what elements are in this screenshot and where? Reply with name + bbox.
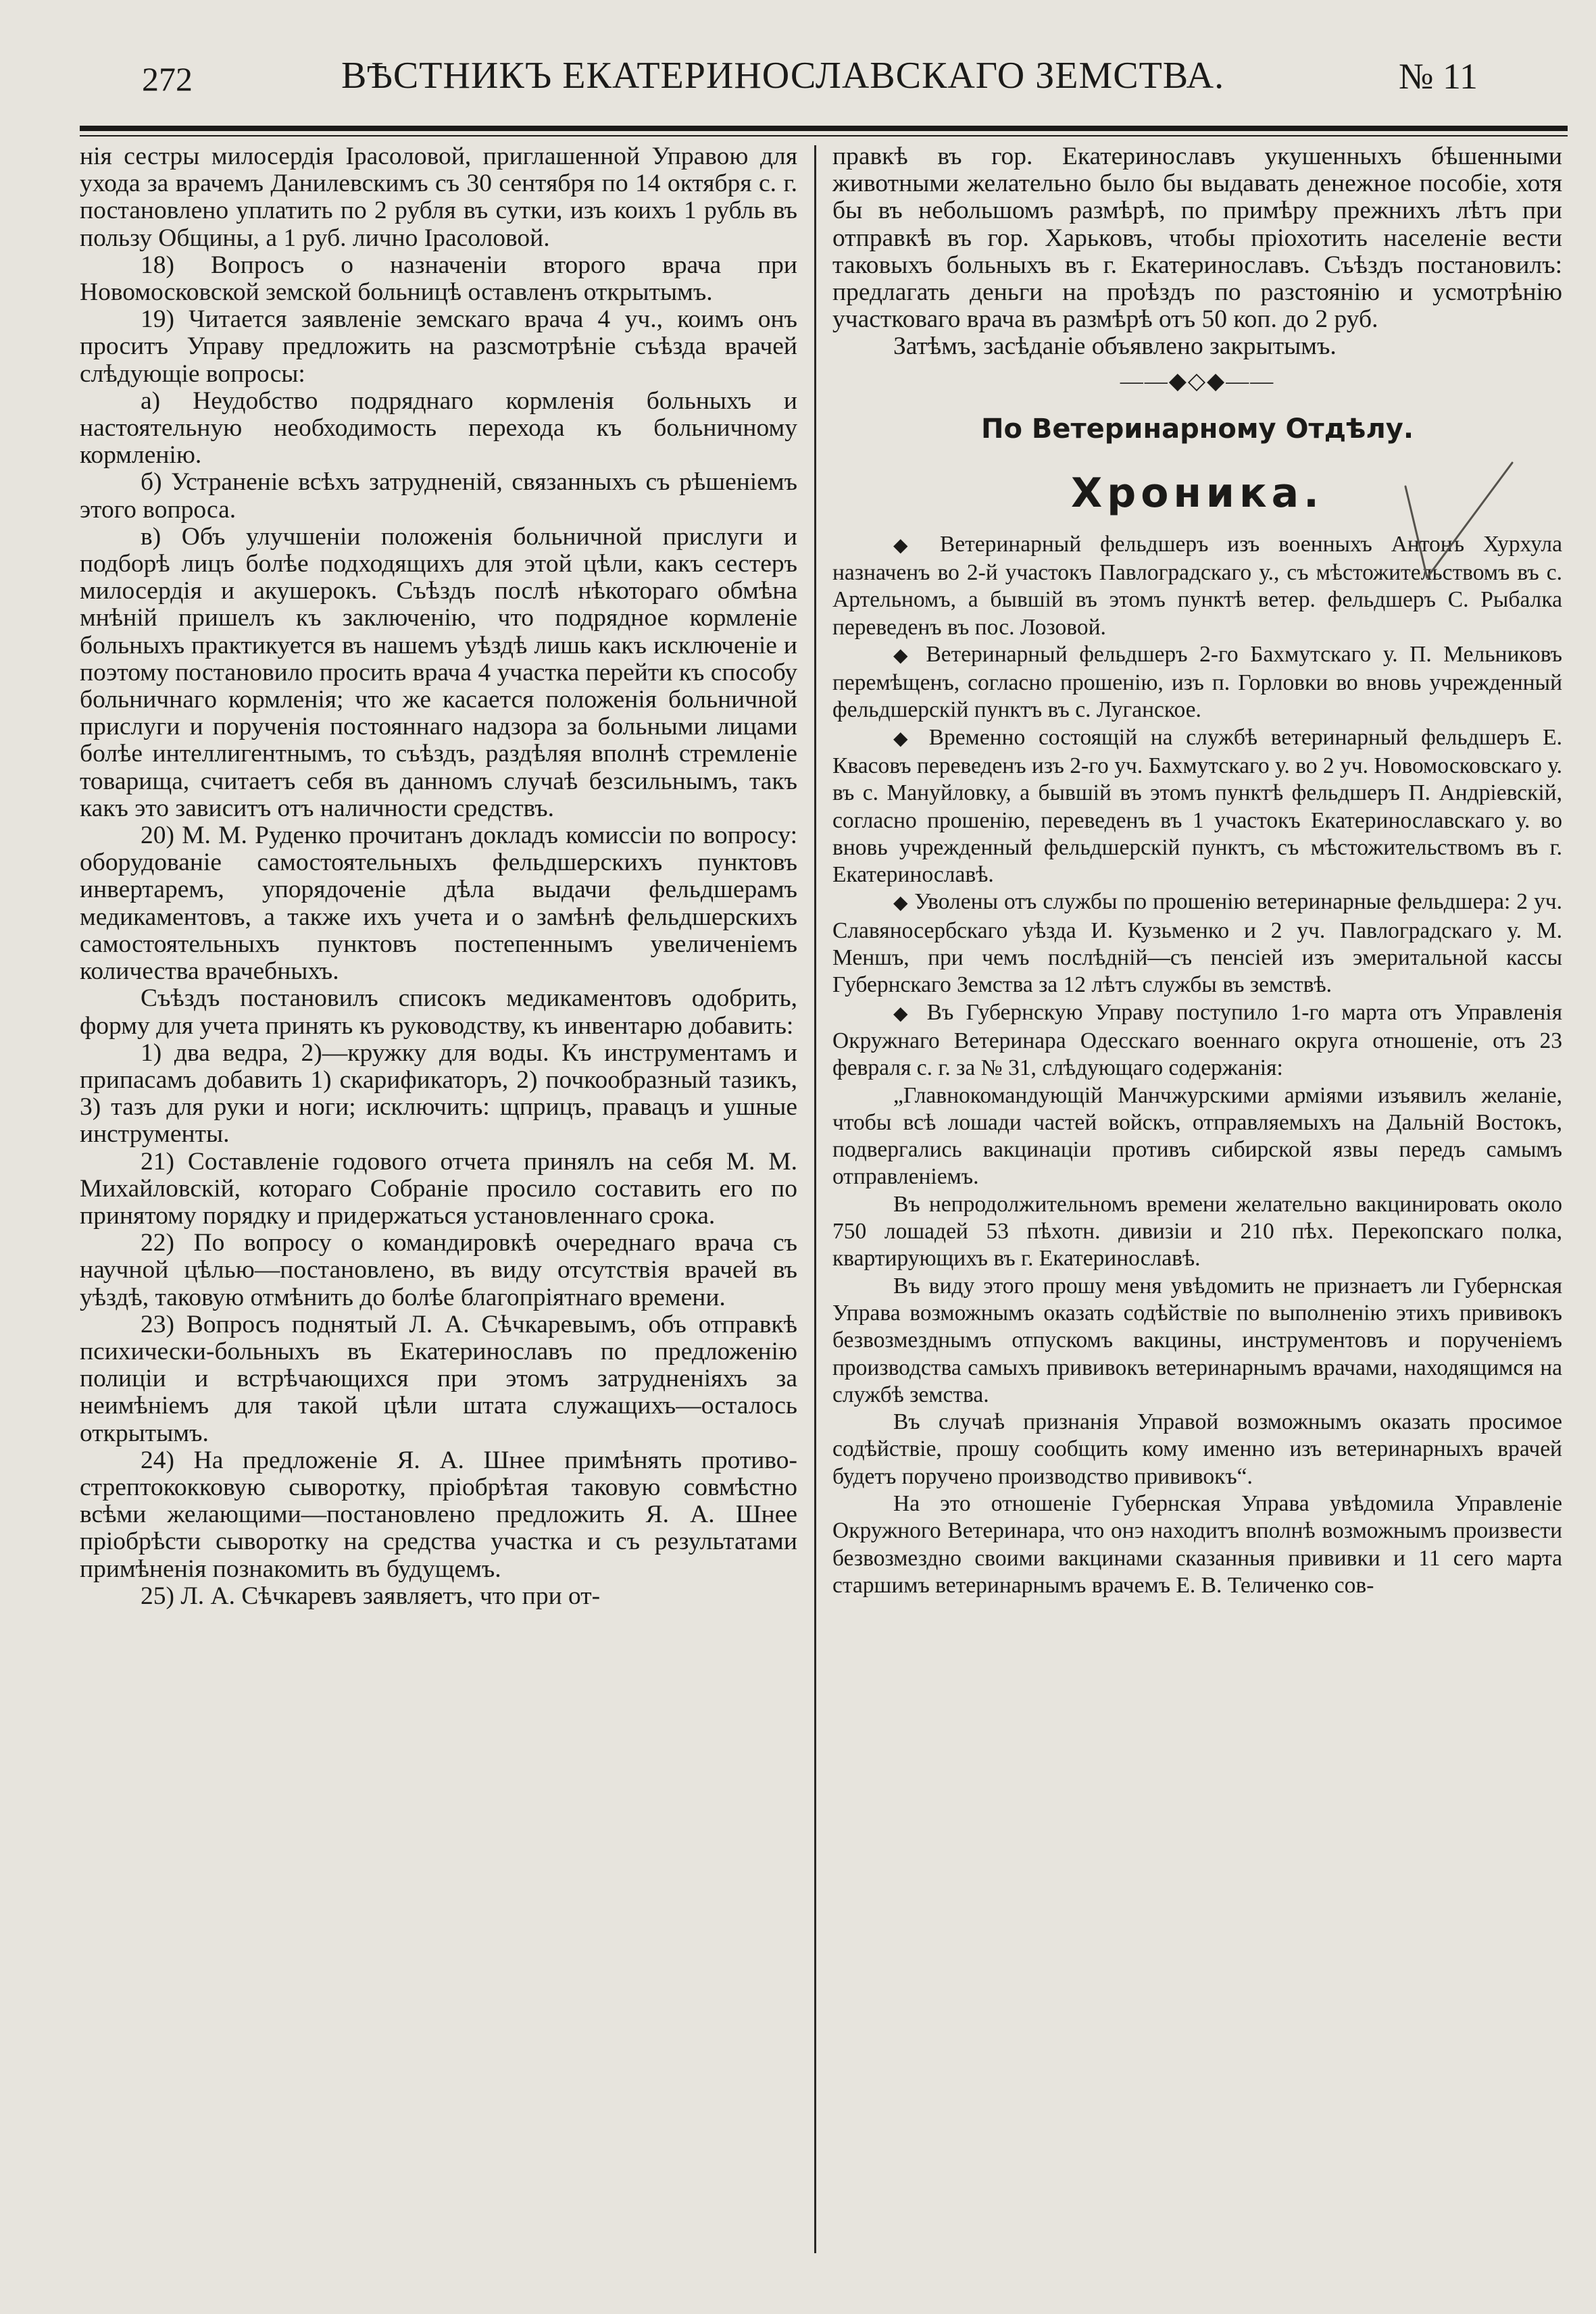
- paragraph-item-20-list: 1) два ведра, 2)—кружку для воды. Къ инструментамъ и припасамъ добавить 1) скарификаторъ, 2) почкообразный тазикъ, 3) тазъ для руки и ноги; исключить: щприцъ, правацъ и ушные инструменты.: [80, 1038, 797, 1149]
- quoted-letter: Въ непродолжительномъ времени желательно вакцинировать около 750 лошадей 53 пѣхотн. дивизіи и 210 пѣх. Перекопскаго полка, квартирующихъ въ г. Екатеринославѣ.: [832, 1191, 1562, 1272]
- paragraph-item-24: 24) На предложеніе Я. А. Шнее примѣнять противо-стрептококковую сыворотку, пріобрѣтая таковую совмѣстно всѣми желающими—постановлено предложить Я. А. Шнее пріобрѣсти сыворотку на средства участка и съ результатами примѣненія познакомить въ будущемъ.: [80, 1446, 797, 1583]
- meeting-closed: Затѣмъ, засѣданіе объявлено закрытымъ.: [893, 332, 1337, 361]
- board-reply: На это отношеніе Губернская Управа увѣдомила Управленіе Окружного Ветеринара, что онэ находитъ вполнѣ возможнымъ произвести безвозмездно своими вакцинами сказанныя прививки и 11 сего марта старшимъ ветеринарнымъ врачемъ Е. В. Теличенко сов-: [832, 1491, 1562, 1598]
- paragraph-item-19b: б) Устраненіе всѣхъ затрудненій, связанныхъ съ рѣшеніемъ этого вопроса.: [80, 468, 797, 524]
- column-divider: [814, 145, 816, 2253]
- diamond-bullet-icon: ◆: [893, 728, 916, 749]
- news-item-text: Временно состоящій на службѣ ветеринарный фельдшеръ Е. Квасовъ переведенъ изъ 2-го уч. Бахмутскаго у. во 2 уч. Новомосковскаго у. въ с. Мануйловку, а бывшій въ этомъ пунктѣ фельдшеръ П. Андріевскій, согласно прошенію, переведенъ въ 1 участокъ Екатеринославскаго у. во вновь учрежденный фельдшерскій пунктъ, съ мѣстожительствомъ въ г. Екатеринославѣ.: [832, 724, 1562, 888]
- header-rule: [80, 126, 1568, 131]
- news-item: [832, 888, 1562, 999]
- paragraph-item-25: 25) Л. А. Сѣчкаревъ заявляетъ, что при от-: [141, 1582, 601, 1610]
- page-number: 272: [142, 60, 193, 98]
- quoted-letter: Въ виду этого прошу меня увѣдомить не признаетъ ли Губернская Управа возможнымъ оказать содѣйствіе по выполненію этихъ прививокъ безвозмезднымъ отпускомъ вакцины, инструментовъ и порученіемъ производства самыхъ прививокъ ветеринарнымъ врачами, находящимся на службѣ земства.: [832, 1273, 1562, 1407]
- paragraph-item-19c: в) Объ улучшеніи положенія больничной прислуги и подборѣ лицъ болѣе подходящихъ для этой цѣли, какъ сестеръ милосердія и акушерокъ. Съѣздъ послѣ нѣкотораго обмѣна мнѣній пришелъ къ заключенію, что подрядное кормленіе больныхъ практикуется въ нашемъ уѣздѣ лишь какъ исключеніе и поэтому постановило просить врача 4 участка перейти къ способу больничнагo кормленія; что же касается положенія больничной прислуги и порученія постояннаго надзора за больными лицами болѣе интеллигентнымъ, то съѣздъ, раздѣляя вполнѣ стремленіе товарища, считаетъ себя въ данномъ случаѣ безсильнымъ, такъ какъ это зависитъ отъ наличности средствъ.: [80, 522, 797, 822]
- chronicle-heading: Хроника.: [1071, 469, 1324, 517]
- diamond-bullet-icon: ◆: [893, 534, 922, 556]
- news-item-text: Въ Губернскую Управу поступило 1-го марта отъ Управленія Окружнаго Ветеринара Одесскаго военнаго округа отношеніе, отъ 23 февраля с. г. за № 31, слѣдующаго содержанія:: [832, 999, 1562, 1081]
- paragraph-item-19: 19) Читается заявленіе земскаго врача 4 уч., коимъ онъ проситъ Управу предложить на разсмотрѣніе съѣзда врачей слѣдующіе вопросы:: [80, 305, 797, 388]
- quoted-letter: „Главнокомандующій Манчжурскими арміями изъявилъ желаніе, чтобы всѣ лошади частей войскъ, отправляемыхъ на Дальній Востокъ, подвергались вакцинаціи противъ сибирской язвы передъ самымъ отправленіемъ.: [832, 1082, 1562, 1190]
- diamond-bullet-icon: ◆: [893, 892, 909, 914]
- paragraph-item-22: 22) По вопросу о командировкѣ очереднаго врача съ научной цѣлью—постановлено, въ виду отсутствія врачей въ уѣздѣ, таковую отмѣнить до болѣе благопріятнаго времени.: [80, 1229, 797, 1311]
- paragraph-item-20: 20) М. М. Руденко прочитанъ докладъ комиссіи по вопросу: оборудованіе самостоятельныхъ фельдшерскихъ пунктовъ инвертаремъ, упорядоченіе дѣла выдачи фельдшерамъ медикаментовъ, а также ихъ учета и о замѣнѣ фельдшерскихъ самостоятельныхъ пунктовъ постепеннымъ увеличеніемъ количества врачебныхъ.: [80, 822, 797, 986]
- page-header: [0, 20, 1596, 108]
- left-column: [80, 143, 797, 1610]
- journal-title: ВѢСТНИКЪ ЕКАТЕРИНОСЛАВСКАГО ЗЕМСТВА.: [341, 55, 1225, 97]
- paragraph-continuation: нія сестры милосердія Ірасоловой, приглашенной Управою для ухода за врачемъ Данилевскимъ съ 30 сентября по 14 октября с. г. постановлено уплатить по 2 рубля въ сутки, изъ коихъ 1 рубль въ пользу Общины, а 1 руб. лично Ірасоловой.: [80, 143, 797, 252]
- ornament-divider: ——◆◇◆——: [1120, 368, 1275, 394]
- right-column: [832, 143, 1562, 1599]
- pencil-checkmark-icon: [1399, 459, 1520, 595]
- paragraph-continuation-right: правкѣ въ гор. Екатеринославъ укушенныхъ бѣшенными животными желательно было бы выдавать денежное пособіе, хотя бы въ небольшомъ размѣрѣ, по примѣру прежнихъ лѣтъ при отправкѣ въ гор. Харьковъ, чтобы пріохотить населеніе вести таковыхъ больныхъ въ г. Екатеринославъ. Съѣздъ постановилъ: предлагать деньги на проѣздъ по разстоянію и усмотрѣнію участковаго врача въ размѣрѣ отъ 50 коп. до 2 руб.: [832, 143, 1562, 334]
- paragraph-item-19a: а) Неудобство подряднаго кормленія больныхъ и настоятельную необходимость перехода къ больничному кормленію.: [80, 386, 797, 470]
- paragraph-item-18: 18) Вопросъ о назначеніи второго врача при Новомосковской земской больницѣ оставленъ открытымъ.: [80, 251, 797, 307]
- news-item: [832, 724, 1562, 889]
- chronicle-news: [832, 531, 1562, 1600]
- diamond-bullet-icon: ◆: [893, 1003, 915, 1024]
- issue-number: № 11: [1399, 56, 1478, 97]
- paragraph-item-23: 23) Вопросъ поднятый Л. А. Сѣчкаревымъ, объ отправкѣ психически-больныхъ въ Екатеринославъ по предложенію полиціи и встрѣчающихся при этомъ затрудненіяхъ за неимѣніемъ для такой цѣли штата служащихъ—осталось открытымъ.: [80, 1310, 797, 1447]
- diamond-bullet-icon: ◆: [893, 645, 914, 666]
- header-rule-thin: [80, 135, 1568, 136]
- news-item-text: Уволены отъ службы по прошенію ветеринарные фельдшера: 2 уч. Славяносербскаго уѣзда И. Кузьменко и 2 уч. Павлоградскаго у. М. Меншъ, при чемъ послѣдній—съ пенсіей изъ эмеритальной кассы Губернскаго Земства за 12 лѣтъ службы въ земствѣ.: [832, 889, 1562, 998]
- news-item-text: Ветеринарный фельдшеръ изъ военныхъ Антонъ Хурхула назначенъ во 2-й участокъ Павлоградскаго у., съ мѣстожительствомъ въ с. Артельномъ, а бывшій въ этомъ пунктѣ ветер. фельдшеръ С. Рыбалка переведенъ въ пос. Лозовой.: [832, 531, 1562, 640]
- news-item: [832, 641, 1562, 724]
- quoted-letter: Въ случаѣ признанія Управой возможнымъ оказать просимое содѣйствіе, прошу сообщить кому именно изъ ветеринарныхъ врачей будетъ поручено производство прививокъ“.: [832, 1409, 1562, 1489]
- news-item: [832, 999, 1562, 1082]
- paragraph-item-20-decision: Съѣздъ постановилъ списокъ медикаментовъ одобрить, форму для учета принять къ руководству, къ инвентарю добавить:: [80, 984, 797, 1040]
- section-heading: По Ветеринарному Отдѣлу.: [980, 413, 1414, 445]
- paragraph-item-21: 21) Составленіе годового отчета принялъ на себя М. М. Михайловскій, котораго Собраніе просило составить его по принятому порядку и придержаться установленнаго срока.: [80, 1147, 797, 1230]
- news-item-text: Ветеринарный фельдшеръ 2-го Бахмутскаго у. П. Мельниковъ перемѣщенъ, согласно прошенію, изъ п. Горловки во вновь учрежденный фельдшерскій пунктъ въ с. Луганское.: [832, 641, 1562, 723]
